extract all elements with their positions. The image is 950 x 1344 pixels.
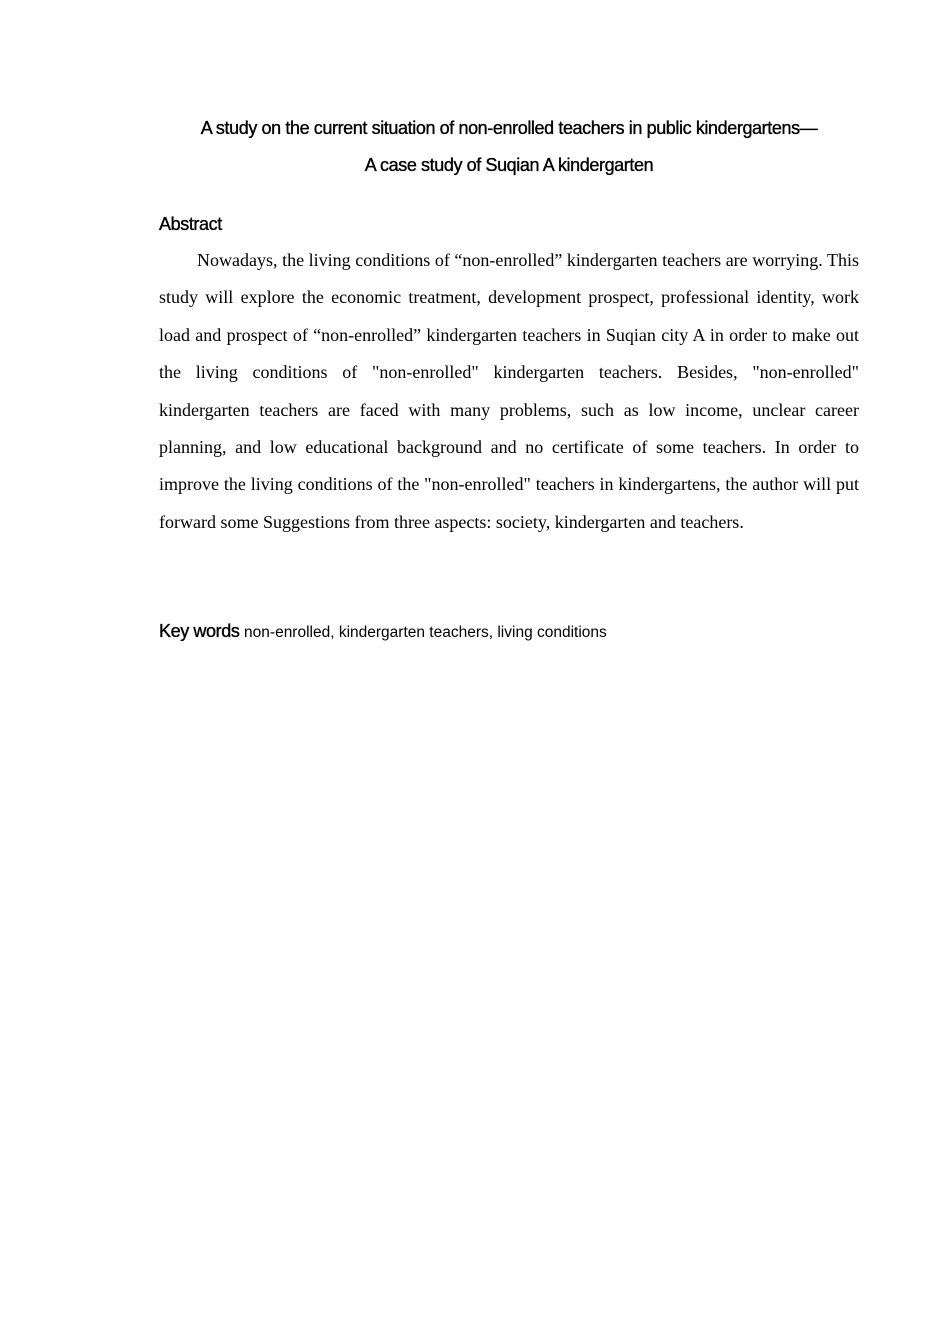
keywords-label: Key words	[159, 621, 245, 641]
title-line-1: A study on the current situation of non-enrolled teachers in public kindergartens—	[200, 118, 818, 138]
title-line-2: A case study of Suqian A kindergarten	[364, 155, 654, 175]
document-title	[159, 110, 859, 184]
keywords-text: non-enrolled, kindergarten teachers, living conditions	[244, 624, 607, 641]
abstract-paragraph: Nowadays, the living conditions of “non-enrolled” kindergarten teachers are worrying. This study will explore the economic treatment, development prospect, professional identity, work load and prospect of “non-enrolled” kindergarten teachers in Suqian city A in order to make out the living conditions of "non-enrolled" kindergarten teachers. Besides, "non-enrolled" kindergarten teachers are faced with many problems, such as low income, unclear career planning, and low educational background and no certificate of some teachers. In order to improve the living conditions of the "non-enrolled" teachers in kindergartens, the author will put forward some Suggestions from three aspects: society, kindergarten and teachers.	[159, 250, 859, 532]
keywords-line	[159, 617, 859, 647]
abstract-heading: Abstract	[159, 214, 222, 234]
